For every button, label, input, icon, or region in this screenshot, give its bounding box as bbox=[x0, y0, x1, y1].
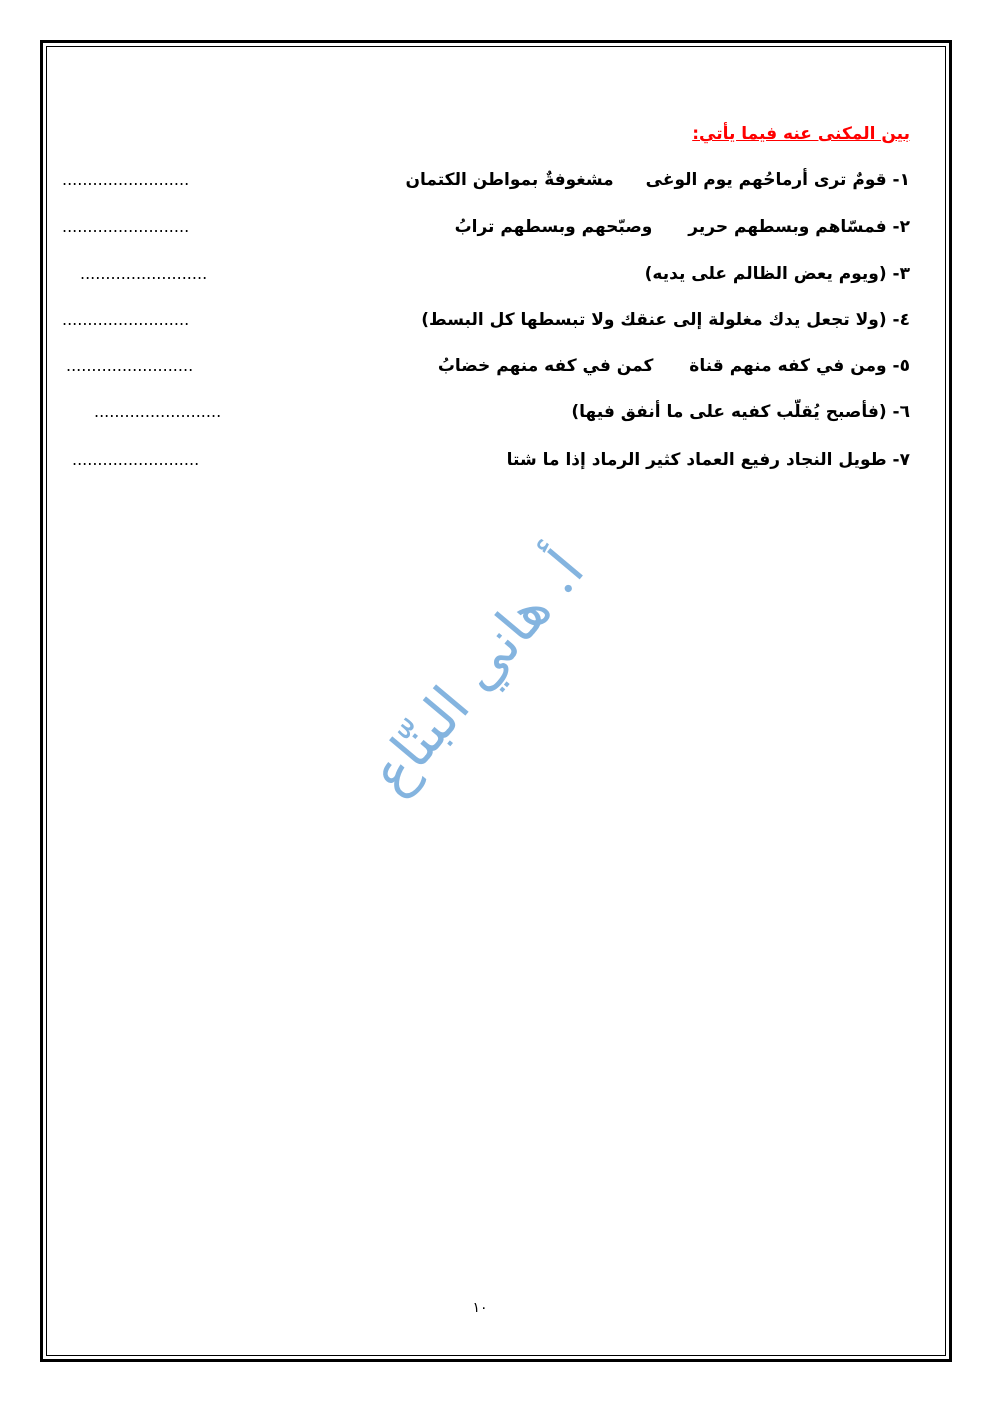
item-number: ٧- bbox=[892, 450, 910, 470]
answer-blank[interactable]: ......................... bbox=[72, 450, 200, 469]
exercise-item-7 bbox=[60, 450, 910, 478]
exercise-item-2 bbox=[60, 217, 910, 245]
answer-blank[interactable]: ......................... bbox=[66, 356, 194, 375]
answer-blank[interactable]: ......................... bbox=[62, 310, 190, 329]
item-number: ٦- bbox=[892, 402, 910, 422]
item-number: ٤- bbox=[892, 310, 910, 330]
item-text: (ولا تجعل يدك مغلولة إلى عنقك ولا تبسطها كل البسط) bbox=[421, 310, 887, 330]
exercise-item-1 bbox=[60, 170, 910, 198]
item-text: (ويوم يعض الظالم على يديه) bbox=[644, 264, 887, 284]
page-number: ١٠ bbox=[472, 1300, 488, 1316]
exercise-item-4 bbox=[60, 310, 910, 338]
item-number: ٣- bbox=[892, 264, 910, 284]
item-first-hemistich: فمسّاهم وبسطهم حرير bbox=[688, 217, 887, 237]
exercise-item-6 bbox=[60, 402, 910, 430]
answer-blank[interactable]: ......................... bbox=[94, 402, 222, 421]
item-second-hemistich: مشغوفةٌ بمواطن الكتمان bbox=[405, 170, 614, 190]
item-first-hemistich: ومن في كفه منهم قناة bbox=[689, 356, 887, 376]
answer-blank[interactable]: ......................... bbox=[62, 217, 190, 236]
exercise-item-3 bbox=[60, 264, 910, 292]
item-text: طويل النجاد رفيع العماد كثير الرماد إذا ما شتا bbox=[506, 450, 887, 470]
answer-blank[interactable]: ......................... bbox=[80, 264, 208, 283]
item-first-hemistich: قومٌ ترى أرماحُهم يوم الوغى bbox=[645, 170, 887, 190]
item-text: (فأصبح يُقلّب كفيه على ما أنفق فيها) bbox=[571, 402, 887, 422]
item-number: ٥- bbox=[892, 356, 910, 376]
answer-blank[interactable]: ......................... bbox=[62, 170, 190, 189]
exercise-item-5 bbox=[60, 356, 910, 384]
item-number: ١- bbox=[892, 170, 910, 190]
author-watermark: أ. هاني البنّاع bbox=[357, 538, 597, 807]
item-second-hemistich: كمن في كفه منهم خضابُ bbox=[437, 356, 654, 376]
item-number: ٢- bbox=[892, 217, 910, 237]
item-second-hemistich: وصبّحهم وبسطهم ترابُ bbox=[454, 217, 653, 237]
exercise-heading: بين المكنى عنه فيما يأتي: bbox=[692, 124, 910, 144]
